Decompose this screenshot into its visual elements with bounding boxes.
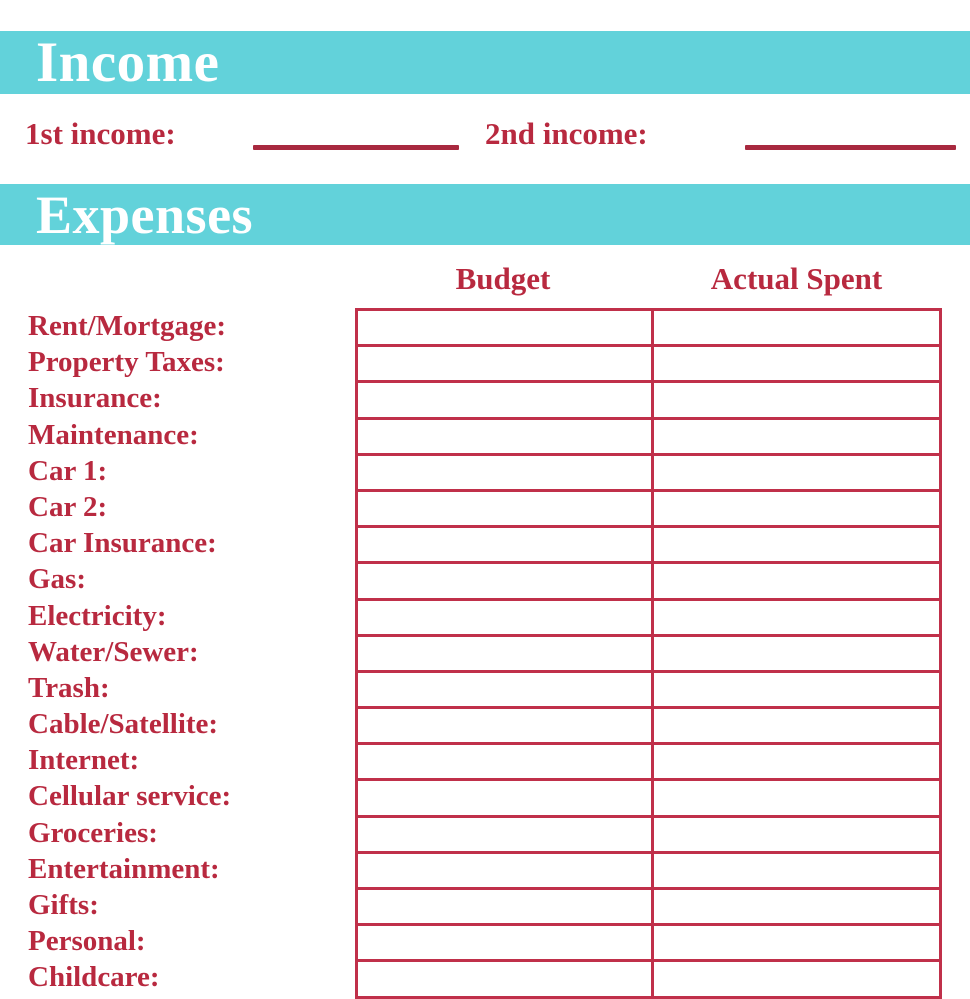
budget-cell[interactable] [358,311,654,344]
actual-spent-cell[interactable] [654,637,939,670]
table-row [358,528,939,564]
actual-spent-cell[interactable] [654,601,939,634]
budget-cell[interactable] [358,492,654,525]
budget-cell[interactable] [358,781,654,814]
table-row [358,962,939,998]
budget-cell[interactable] [358,818,654,851]
expense-label: Electricity: [28,599,167,632]
actual-spent-cell[interactable] [654,854,939,887]
expense-label-column [28,308,348,996]
expense-label: Car 1: [28,454,108,487]
table-row [358,890,939,926]
actual-spent-cell[interactable] [654,926,939,959]
expense-label: Groceries: [28,816,158,849]
table-row [358,311,939,347]
budget-cell[interactable] [358,383,654,416]
actual-spent-cell[interactable] [654,673,939,706]
table-row [358,564,939,600]
expense-label: Cellular service: [28,780,232,813]
budget-cell[interactable] [358,890,654,923]
budget-cell[interactable] [358,709,654,742]
table-row [358,601,939,637]
budget-cell[interactable] [358,564,654,597]
column-header-actual-spent: Actual Spent [710,261,883,296]
table-row [358,709,939,745]
table-row [358,926,939,962]
budget-cell[interactable] [358,456,654,489]
income-section-heading: Income [36,31,220,94]
expense-label: Childcare: [28,961,160,994]
actual-spent-cell[interactable] [654,818,939,851]
actual-spent-cell[interactable] [654,311,939,344]
expenses-grid [355,308,942,999]
expense-label: Maintenance: [28,418,199,451]
table-row [358,383,939,419]
expense-label: Water/Sewer: [28,635,199,668]
actual-spent-cell[interactable] [654,564,939,597]
budget-cell[interactable] [358,347,654,380]
actual-spent-cell[interactable] [654,347,939,380]
actual-spent-cell[interactable] [654,420,939,453]
actual-spent-cell[interactable] [654,709,939,742]
expense-label: Gifts: [28,889,99,921]
budget-cell[interactable] [358,637,654,670]
actual-spent-cell[interactable] [654,528,939,561]
budget-cell[interactable] [358,745,654,778]
actual-spent-cell[interactable] [654,456,939,489]
table-row [358,818,939,854]
actual-spent-cell[interactable] [654,781,939,814]
actual-spent-cell[interactable] [654,745,939,778]
first-income-input[interactable] [253,145,459,150]
actual-spent-cell[interactable] [654,492,939,525]
budget-cell[interactable] [358,962,654,995]
budget-cell[interactable] [358,926,654,959]
expenses-section-heading: Expenses [36,185,254,245]
expense-label: Property Taxes: [28,346,225,379]
table-row [358,492,939,528]
column-header-budget: Budget [455,261,551,296]
expense-label: Rent/Mortgage: [28,310,227,342]
budget-cell[interactable] [358,854,654,887]
budget-cell[interactable] [358,420,654,453]
table-row [358,854,939,890]
expense-label: Car Insurance: [28,527,217,560]
expense-label: Gas: [28,563,86,596]
budget-cell[interactable] [358,601,654,634]
expense-label: Personal: [28,925,146,958]
table-row [358,456,939,492]
table-row [358,420,939,456]
second-income-label: 2nd income: [485,116,648,151]
table-row [358,637,939,673]
table-row [358,745,939,781]
first-income-label: 1st income: [25,116,176,151]
expense-label: Internet: [28,744,140,777]
table-row [358,347,939,383]
expense-label: Car 2: [28,490,108,523]
expense-label: Cable/Satellite: [28,708,219,741]
table-row [358,673,939,709]
second-income-input[interactable] [745,145,956,150]
table-row [358,781,939,817]
expense-label: Insurance: [28,382,162,415]
actual-spent-cell[interactable] [654,383,939,416]
expense-label: Entertainment: [28,852,220,885]
budget-cell[interactable] [358,673,654,706]
budget-cell[interactable] [358,528,654,561]
actual-spent-cell[interactable] [654,890,939,923]
expense-label: Trash: [28,671,110,704]
actual-spent-cell[interactable] [654,962,939,995]
